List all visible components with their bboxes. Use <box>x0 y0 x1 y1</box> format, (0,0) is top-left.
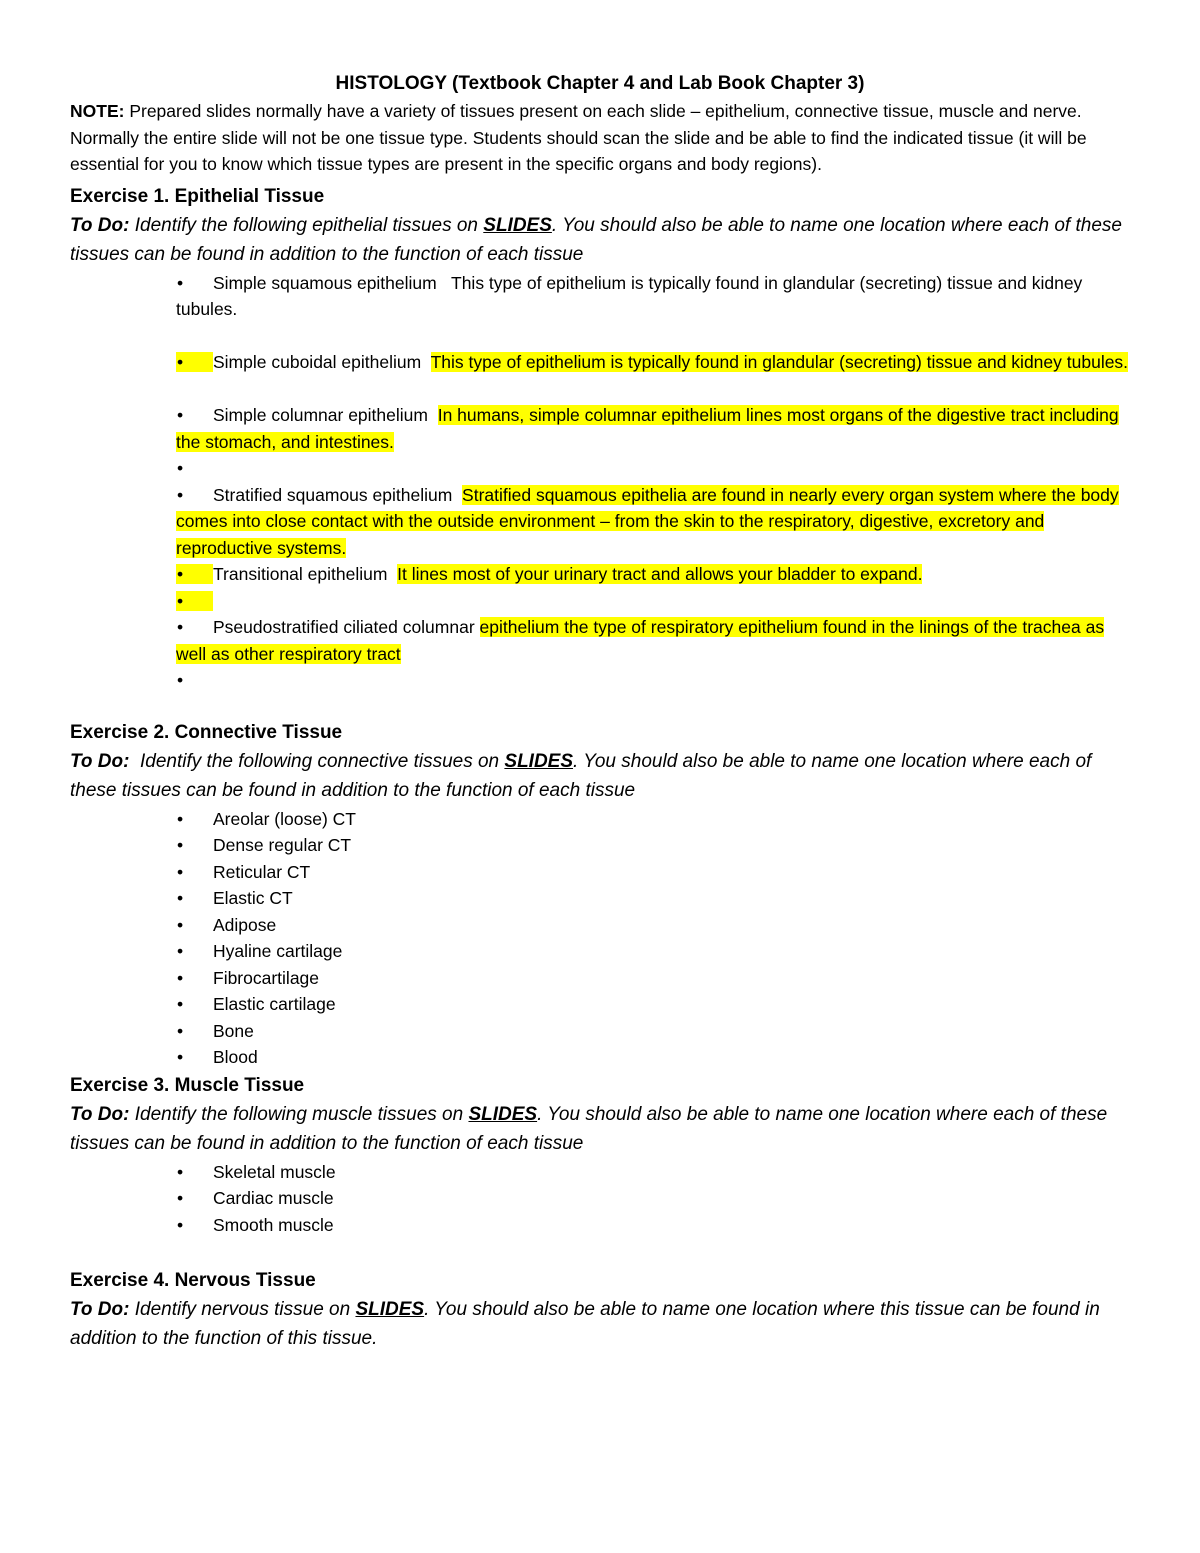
list-item: • Bone <box>176 1018 1130 1045</box>
bullet-icon: • <box>177 617 184 637</box>
exercise-1-heading: Exercise 1. Epithelial Tissue <box>70 185 325 207</box>
bullet-icon: • <box>177 458 184 478</box>
epithelial-list <box>70 270 1130 694</box>
exercise-1-todo: To Do: Identify the following epithelial tissues on SLIDES. You should also be able to name one location where each of these tissues can be found in addition to the function of each tissue <box>70 214 1122 265</box>
bullet-icon: • <box>177 590 184 611</box>
list-item <box>176 455 1130 482</box>
list-item: • Smooth muscle <box>176 1212 1130 1239</box>
bullet-icon: • <box>177 808 184 829</box>
bullet-icon: • <box>177 1047 184 1067</box>
tissue-name: Simple squamous epithelium <box>213 272 437 293</box>
exercise-4-todo: To Do: Identify nervous tissue on SLIDES. You should also be able to name one location where this tissue can be found in addition to the function of this tissue. <box>70 1299 1100 1349</box>
exercise-2-todo: To Do: Identify the following connective tissues on SLIDES. You should also be able to name one location where each of these tissues can be found in addition to the function of each tissue <box>70 750 1092 801</box>
tissue-name: Simple cuboidal epithelium <box>213 352 422 372</box>
list-item <box>176 402 1130 455</box>
list-item: • Adipose <box>176 912 1130 939</box>
blank-line <box>176 323 1130 350</box>
bullet-icon: • <box>177 405 184 425</box>
exercise-3-heading: Exercise 3. Muscle Tissue <box>70 1074 305 1096</box>
slides-keyword: SLIDES <box>355 1299 425 1320</box>
tissue-answer: It lines most of your urinary tract and allows your bladder to expand. <box>397 564 923 584</box>
exercise-4-heading: Exercise 4. Nervous Tissue <box>70 1270 316 1291</box>
todo-label: To Do: <box>70 1103 130 1125</box>
bullet-icon: • <box>177 670 184 690</box>
bullet-icon: • <box>177 272 184 293</box>
bullet-icon: • <box>177 994 184 1014</box>
tissue-answer: Stratified squamous epithelia are found in nearly every organ system where the body comes into close contact with the outside environment – from the skin to the respiratory, digestive, excretory and reproductive systems. <box>176 484 1119 558</box>
tissue-answer: This type of epithelium is typically found in glandular (secreting) tissue and kidney tubules. <box>176 272 1088 319</box>
bullet-icon: • <box>177 1214 184 1235</box>
list-item <box>176 482 1130 562</box>
list-item <box>176 270 1130 323</box>
tissue-answer: In humans, simple columnar epithelium lines most organs of the digestive tract including the stomach, and intestines. <box>176 405 1119 452</box>
list-item: • Skeletal muscle <box>176 1159 1130 1186</box>
muscle-list <box>70 1159 1130 1239</box>
list-item <box>176 588 1130 615</box>
list-item <box>176 561 1130 588</box>
bullet-icon: • <box>177 1161 184 1182</box>
list-item <box>176 349 1130 376</box>
list-item: • Reticular CT <box>176 859 1130 886</box>
bullet-icon: • <box>177 564 184 584</box>
list-item: • Cardiac muscle <box>176 1185 1130 1212</box>
note-label: NOTE: <box>70 101 125 121</box>
tissue-answer: epithelium the type of respiratory epithelium found in the linings of the trachea as well as other respiratory tract <box>176 617 1105 664</box>
bullet-icon: • <box>177 914 184 935</box>
bullet-icon: • <box>177 1020 184 1041</box>
list-item: • Fibrocartilage <box>176 965 1130 992</box>
tissue-name: Stratified squamous epithelium <box>213 484 453 505</box>
bullet-icon: • <box>177 888 184 908</box>
tissue-name: Pseudostratified ciliated columnar <box>213 617 475 637</box>
bullet-icon: • <box>177 861 184 882</box>
bullet-icon: • <box>177 835 184 855</box>
connective-list <box>70 806 1130 1071</box>
bullet-icon: • <box>177 352 184 372</box>
slides-keyword: SLIDES <box>483 214 552 236</box>
slides-keyword: SLIDES <box>468 1103 538 1125</box>
slides-keyword: SLIDES <box>504 750 574 772</box>
exercise-3-todo: To Do: Identify the following muscle tissues on SLIDES. You should also be able to name one location where each of these tissues can be found in addition to the function of each tissue <box>70 1103 1108 1154</box>
note-text: Prepared slides normally have a variety of tissues present on each slide – epithelium, connective tissue, muscle and nerve. Normally the entire slide will not be one tissue type. Students should scan the slide and be able to find the indicated tissue (it will be essential for you to know which tissue types are present in the specific organs and body regions). <box>70 101 1087 174</box>
list-item <box>176 667 1130 694</box>
blank-line <box>176 376 1130 403</box>
tissue-name: Transitional epithelium <box>213 564 388 584</box>
note-paragraph <box>70 98 1130 178</box>
bullet-icon: • <box>177 484 184 505</box>
todo-label: To Do: <box>70 214 130 236</box>
list-item: • Blood <box>176 1044 1130 1071</box>
list-item: • Elastic CT <box>176 885 1130 912</box>
todo-label: To Do: <box>70 750 130 772</box>
page-title: HISTOLOGY (Textbook Chapter 4 and Lab Book Chapter 3) <box>335 73 865 94</box>
bullet-icon: • <box>177 941 184 961</box>
bullet-icon: • <box>177 1188 184 1208</box>
todo-label: To Do: <box>70 1299 130 1320</box>
list-item <box>176 614 1130 667</box>
bullet-icon: • <box>177 967 184 988</box>
list-item: • Dense regular CT <box>176 832 1130 859</box>
list-item: • Elastic cartilage <box>176 991 1130 1018</box>
list-item: • Hyaline cartilage <box>176 938 1130 965</box>
tissue-name: Simple columnar epithelium <box>213 405 428 425</box>
exercise-2-heading: Exercise 2. Connective Tissue <box>70 721 343 743</box>
list-item: • Areolar (loose) CT <box>176 806 1130 833</box>
tissue-answer: This type of epithelium is typically found in glandular (secreting) tissue and kidney tubules. <box>430 352 1129 372</box>
